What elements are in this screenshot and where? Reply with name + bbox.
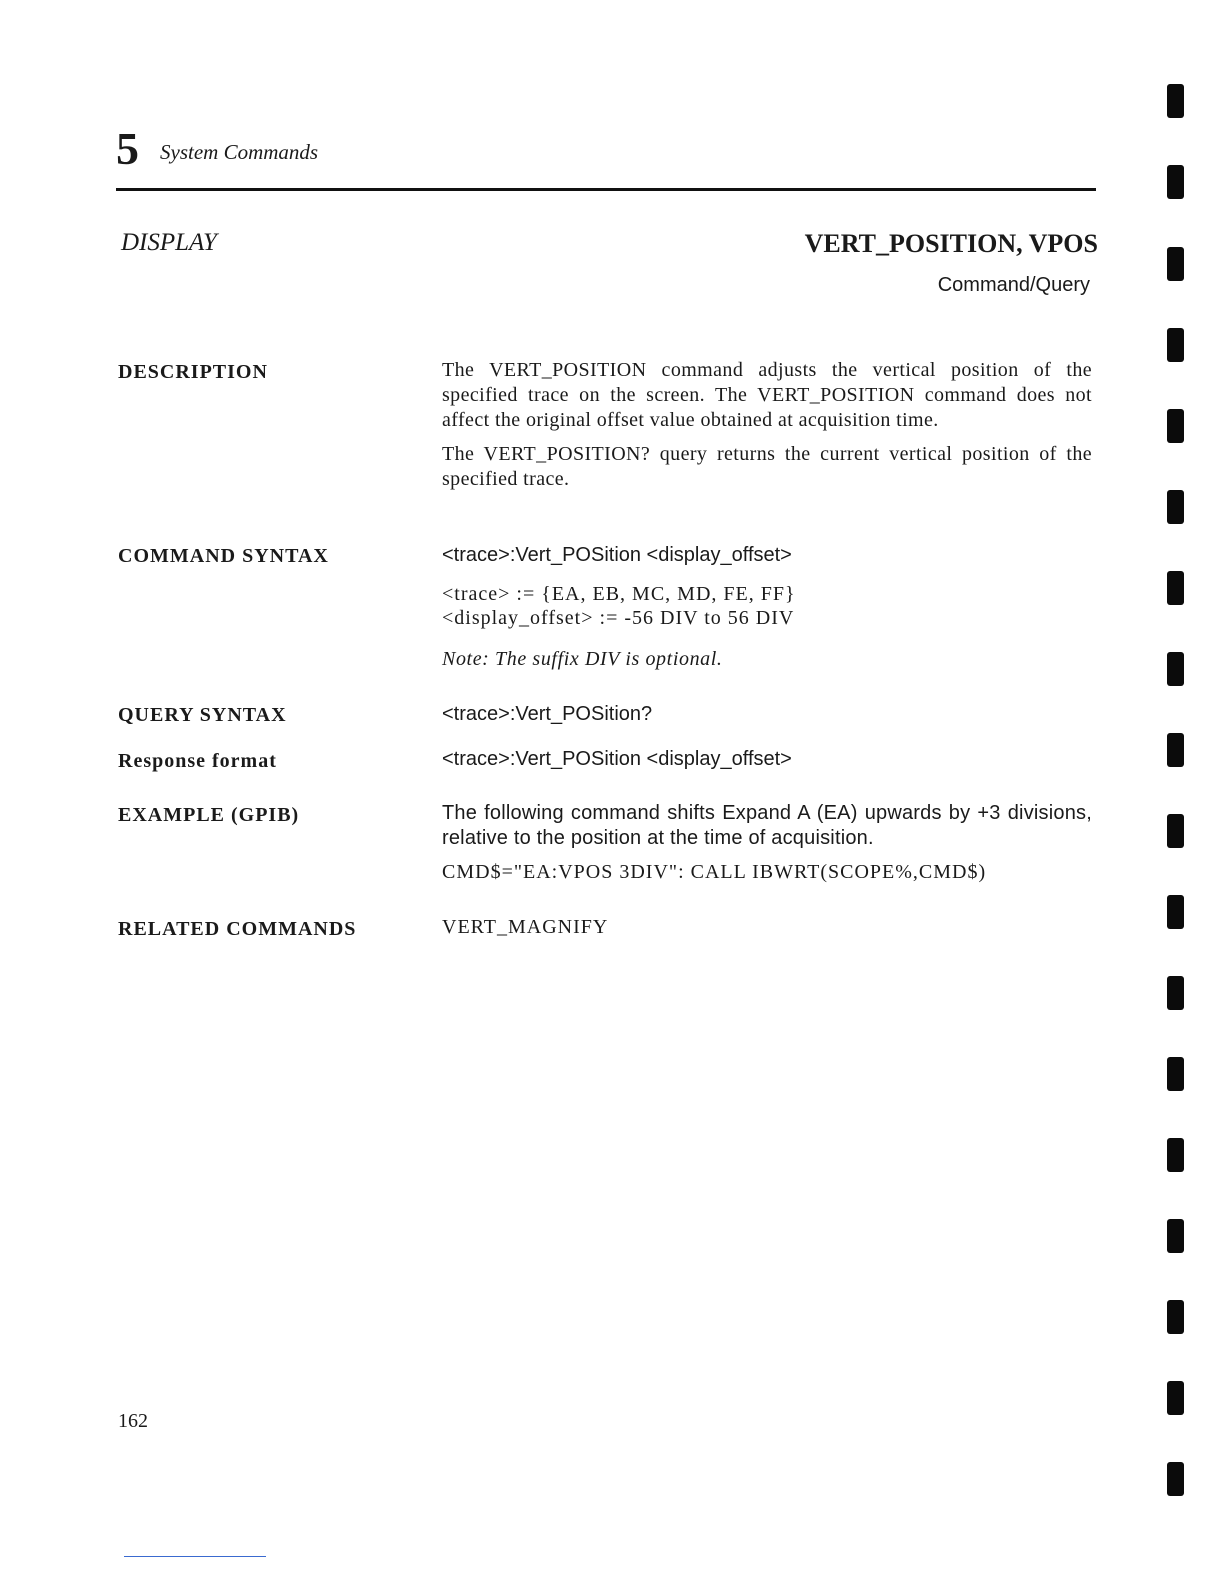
description-paragraph-1: The VERT_POSITION command adjusts the vertical position of the specified trace on the screen. The VERT_POSITION command does not affect the original offset value obtained at acquisition time. [442,359,1092,431]
response-format-label: Response format [118,750,277,772]
page-number: 162 [118,1410,148,1432]
trace-definition: <trace> := {EA, EB, MC, MD, FE, FF} [442,583,796,605]
command-syntax-label: COMMAND SYNTAX [118,545,329,567]
query-syntax: <trace>:Vert_POSition? [442,703,653,725]
binder-mark [1167,1138,1184,1172]
binder-mark [1167,1300,1184,1334]
binder-mark [1167,84,1184,118]
command-type: Command/Query [937,274,1090,296]
response-format: <trace>:Vert_POSition <display_offset> [442,748,792,770]
example-text: The following command shifts Expand A (EA) upwards by +3 divisions, relative to the position at the time of acquisition. [442,802,1092,849]
binder-mark [1167,490,1184,524]
example-code: CMD$="EA:VPOS 3DIV": CALL IBWRT(SCOPE%,CMD$) [442,861,987,883]
syntax-note: Note: The suffix DIV is optional. [442,648,723,670]
description-paragraph-2: The VERT_POSITION? query returns the current vertical position of the specified trace. [442,443,1092,490]
offset-definition: <display_offset> := -56 DIV to 56 DIV [442,607,795,629]
binder-mark [1167,409,1184,443]
binder-mark [1167,652,1184,686]
binder-mark [1167,976,1184,1010]
binder-mark [1167,1219,1184,1253]
related-commands: VERT_MAGNIFY [442,916,609,938]
binder-mark [1167,733,1184,767]
chapter-title: System Commands [160,140,319,164]
command-syntax: <trace>:Vert_POSition <display_offset> [442,544,792,566]
binder-mark [1167,895,1184,929]
binder-mark [1167,1057,1184,1091]
command-name: VERT_POSITION, VPOS [804,229,1098,258]
binder-mark [1167,814,1184,848]
binder-mark [1167,571,1184,605]
chapter-number: 5 [116,123,139,174]
description-text [442,358,1092,492]
scan-edge-line [124,1556,266,1557]
description-label: DESCRIPTION [118,361,268,383]
related-commands-label: RELATED COMMANDS [118,918,357,940]
header-rule [116,188,1096,191]
binder-mark [1167,247,1184,281]
example-label: EXAMPLE (GPIB) [118,804,300,826]
binder-mark [1167,1462,1184,1496]
query-syntax-label: QUERY SYNTAX [118,704,287,726]
binder-mark [1167,165,1184,199]
binder-mark [1167,1381,1184,1415]
section-name: DISPLAY [121,229,217,256]
binder-mark [1167,328,1184,362]
